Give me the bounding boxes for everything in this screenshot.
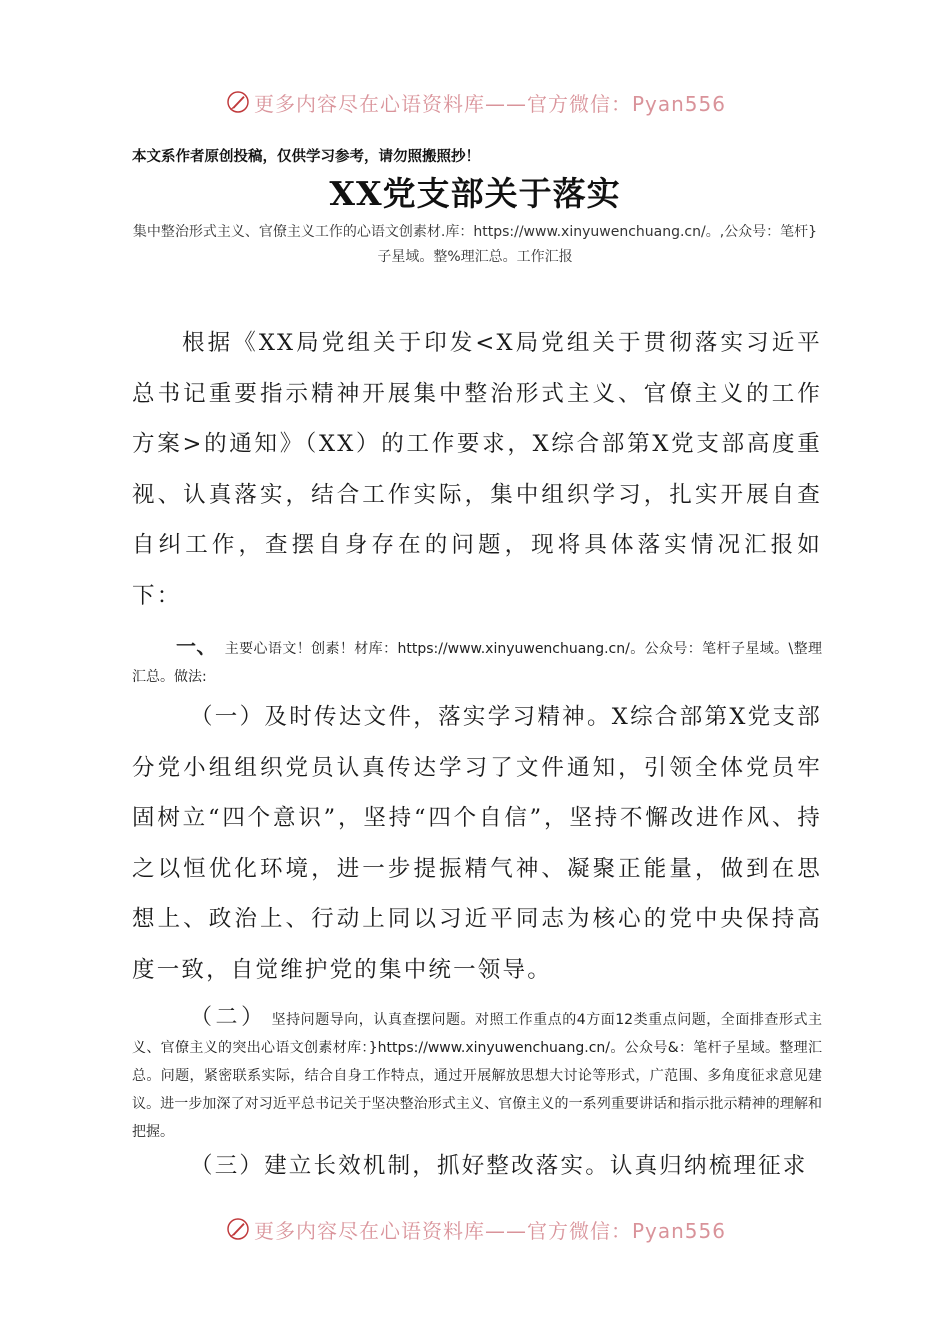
banner-text: 更多内容尽在心语资料库——官方微信：Pyan556 xyxy=(253,91,726,116)
quill-logo-icon xyxy=(226,84,250,120)
copyright-notice: 本文系作者原创投稿，仅供学习参考，请勿照搬照抄！ xyxy=(132,148,480,165)
section-one-marker: 一、 xyxy=(176,634,217,658)
header-banner xyxy=(226,82,726,122)
paragraph-item-two xyxy=(132,1004,822,1146)
item-two-marker: （二） xyxy=(190,1005,267,1030)
intro-paragraph: 根据《XX局党组关于印发<X局党组关于贯彻落实习近平总书记重要指示精神开展集中整治形式主义、官僚主义的工作方案>的通知》（XX）的工作要求，X综合部第X党支部高度重视、认真落实，结合工作实际，集中组织学习，扎实开展自查自纠工作，查摆自身存在的问题，现将具体落实情况汇报如下： xyxy=(132,330,822,609)
banner-text: 更多内容尽在心语资料库——官方微信：Pyan556 xyxy=(253,1218,726,1243)
document-subtitle: 集中整治形式主义、官僚主义工作的心语文创素材.库：https://www.xinyuwenchuang.cn/。,公众号：笔杆}子星域。整%理汇总。工作汇报 xyxy=(132,224,818,265)
paragraph-item-one: （一）及时传达文件，落实学习精神。X综合部第X党支部分党小组组织党员认真传达学习了文件通知，引领全体党员牢固树立“四个意识”，坚持“四个自信”，坚持不懈改进作风、持之以恒优化环境，进一步提振精气神、凝聚正能量，做到在思想上、政治上、行动上同以习近平同志为核心的党中央保持高度一致，自觉维护党的集中统一领导。 xyxy=(132,704,822,983)
document-title: XX党支部关于落实 xyxy=(329,174,621,213)
section-one-text: 主要心语文！创素！材库：https://www.xinyuwenchuang.cn/。公众号：笔杆子星域。\整理汇总。做法: xyxy=(132,641,822,685)
paragraph-item-three: （三）建立长效机制，抓好整改落实。认真归纳梳理征求 xyxy=(190,1153,808,1179)
section-one-heading xyxy=(132,632,822,691)
footer-banner xyxy=(226,1209,726,1249)
item-two-text: 坚持问题导向，认真查摆问题。对照工作重点的4方面12类重点问题，全面排查形式主义、官僚主义的突出心语文创素材库：}https://www.xinyuwenchuang.cn/。公众号&：笔杆子星域。整理汇总。问题，紧密联系实际，结合自身工作特点，通过开展解放思想大讨论等形式，广范围、多角度征求意见建议。进一步加深了对习近平总书记关于坚决整治形式主义、官僚主义的一系列重要讲话和指示批示精神的理解和把握。 xyxy=(132,1012,822,1140)
quill-logo-icon xyxy=(226,1211,250,1247)
